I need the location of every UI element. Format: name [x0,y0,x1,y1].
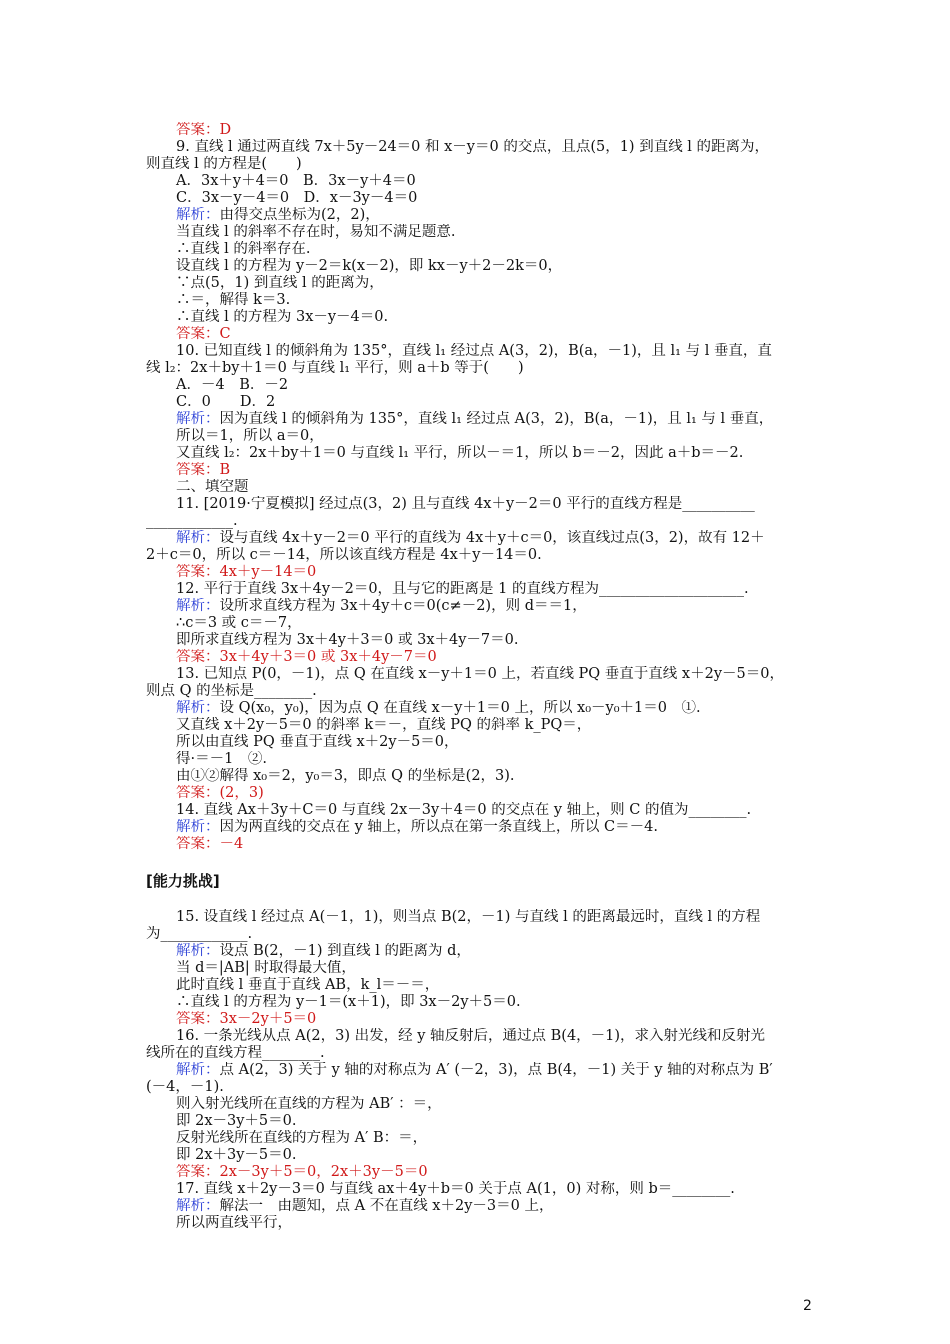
text-line: 由①②解得 x₀＝2，y₀＝3，即点 Q 的坐标是(2，3). [176,768,515,784]
section-gap [146,891,812,909]
answer-line: 答案：(2，3) [176,785,264,801]
analysis-line [146,530,812,547]
analysis-text: 设 Q(x₀，y₀)，因为点 Q 在直线 x－y＋1＝0 上，所以 x₀－y₀＋1＝0 ①. [219,700,701,716]
text-line: 又直线 l₂：2x＋by＋1＝0 与直线 l₁ 平行，所以－＝1，所以 b＝－2，因此 a＋b＝－2. [176,445,744,461]
analysis-line [146,1062,812,1079]
analysis-label: 解析： [176,207,220,223]
text-line: 则点 Q 的坐标是________. [146,683,317,699]
text-line: 17. 直线 x＋2y－3＝0 与直线 ax＋4y＋b＝0 关于点 A(1，0) 对称，则 b＝________. [176,1181,735,1197]
text-line: 则直线 l 的方程是( ) [146,156,302,172]
text-line: 10. 已知直线 l 的倾斜角为 135°，直线 l₁ 经过点 A(3，2)，B(a，－1)，且 l₁ 与 l 垂直，直 [176,343,772,359]
text-line: 即 2x－3y＋5＝0. [176,1113,297,1129]
text-line: 线 l₂：2x＋by＋1＝0 与直线 l₁ 平行，则 a＋b 等于( ) [146,360,524,376]
analysis-label: 解析： [176,530,220,546]
text-line: ∵点(5，1) 到直线 l 的距离为， [176,275,384,291]
text-line: 即 2x＋3y－5＝0. [176,1147,297,1163]
analysis-line [146,943,812,960]
text-line: 所以两直线平行， [176,1215,292,1231]
analysis-text: 设点 B(2，－1) 到直线 l 的距离为 d， [219,943,471,959]
section-gap [146,853,812,871]
text-line: 12. 平行于直线 3x＋4y－2＝0，且与它的距离是 1 的直线方程为____________________. [176,581,749,597]
analysis-label: 解析： [176,819,220,835]
analysis-text: 设所求直线方程为 3x＋4y＋c＝0(c≠－2)，则 d＝＝1， [219,598,587,614]
analysis-label: 解析： [176,943,220,959]
answer-line: 答案：2x－3y＋5＝0，2x＋3y－5＝0 [176,1164,428,1180]
text-line: 为____________. [146,926,253,942]
text-line: 11. [2019·宁夏模拟] 经过点(3，2) 且与直线 4x＋y－2＝0 平行的直线方程是__________ [176,496,755,512]
analysis-text: 点 A(2，3) 关于 y 轴的对称点为 A′ (－2，3)，点 B(4，－1) 关于 y 轴的对称点为 B′ [219,1062,773,1078]
text-line: A．－4 B．－2 [176,377,289,393]
page-content [146,122,812,1232]
text-line: 反射光线所在直线的方程为 A′ B：＝， [176,1130,428,1146]
text-line: 2＋c＝0，所以 c＝－14，所以该直线方程是 4x＋y－14＝0. [146,547,542,563]
text-line: 又直线 x＋2y－5＝0 的斜率 k＝－，直线 PQ 的斜率 k_PQ＝， [176,717,592,733]
text-line: 得·＝－1 ②. [176,751,267,767]
answer-line: 答案：3x－2y＋5＝0 [176,1011,317,1027]
text-line: ∴直线 l 的方程为 y－1＝(x＋1)，即 3x－2y＋5＝0. [176,994,521,1010]
text-line: 设直线 l 的方程为 y－2＝k(x－2)，即 kx－y＋2－2k＝0， [176,258,563,274]
answer-line: 答案：C [176,326,231,342]
analysis-line [146,411,812,428]
text-line: ∴＝，解得 k＝3. [176,292,291,308]
analysis-text: 因为两直线的交点在 y 轴上，所以点在第一条直线上，所以 C＝－4. [219,819,658,835]
solutions-block-1 [146,122,812,853]
text-line: 所以＝1，所以 a＝0， [176,428,324,444]
answer-line: 答案：3x＋4y＋3＝0 或 3x＋4y－7＝0 [176,649,437,665]
text-line: 当直线 l 的斜率不存在时，易知不满足题意. [176,224,456,240]
text-line: 则入射光线所在直线的方程为 AB′ ：＝， [176,1096,442,1112]
text-line: 15. 设直线 l 经过点 A(－1，1)，则当点 B(2，－1) 与直线 l 的距离最远时，直线 l 的方程 [176,909,761,925]
section-heading: [能力挑战] [146,872,220,890]
text-line: C．0 D．2 [176,394,276,410]
text-line: (－4，－1). [146,1079,224,1095]
analysis-text: 由得交点坐标为(2，2)， [219,207,380,223]
text-line: 二、填空题 [176,479,249,495]
analysis-text: 解法一 由题知，点 A 不在直线 x＋2y－3＝0 上， [219,1198,554,1214]
analysis-line [146,1198,812,1215]
text-line: 线所在的直线方程________. [146,1045,325,1061]
text-line: 此时直线 l 垂直于直线 AB，k_l＝－＝， [176,977,440,993]
analysis-label: 解析： [176,700,220,716]
solutions-block-2 [146,909,812,1232]
analysis-line [146,207,812,224]
answer-line: 答案：B [176,462,231,478]
analysis-label: 解析： [176,411,220,427]
text-line: ____________. [146,513,238,529]
text-line: 14. 直线 Ax＋3y＋C＝0 与直线 2x－3y＋4＝0 的交点在 y 轴上，则 C 的值为________. [176,802,752,818]
analysis-line [146,819,812,836]
answer-line: 答案：4x＋y－14＝0 [176,564,317,580]
text-line: 即所求直线方程为 3x＋4y＋3＝0 或 3x＋4y－7＝0. [176,632,519,648]
analysis-text: 因为直线 l 的倾斜角为 135°，直线 l₁ 经过点 A(3，2)，B(a，－1)，且 l₁ 与 l 垂直， [219,411,774,427]
text-line: 9. 直线 l 通过两直线 7x＋5y－24＝0 和 x－y＝0 的交点，且点(5，1) 到直线 l 的距离为， [176,139,770,155]
analysis-line [146,598,812,615]
text-line: ∴c＝3 或 c＝－7， [176,615,302,631]
analysis-line [146,700,812,717]
text-line: A．3x＋y＋4＝0 B．3x－y＋4＝0 [176,173,416,189]
analysis-label: 解析： [176,1198,220,1214]
answer-line: 答案：D [176,122,232,138]
analysis-label: 解析： [176,598,220,614]
page-number: 2 [803,1298,812,1314]
text-line: 13. 已知点 P(0，－1)，点 Q 在直线 x－y＋1＝0 上，若直线 PQ 垂直于直线 x＋2y－5＝0， [176,666,784,682]
text-line: 所以由直线 PQ 垂直于直线 x＋2y－5＝0， [176,734,459,750]
text-line: 16. 一条光线从点 A(2，3) 出发，经 y 轴反射后，通过点 B(4，－1)，求入射光线和反射光 [176,1028,766,1044]
analysis-label: 解析： [176,1062,220,1078]
analysis-text: 设与直线 4x＋y－2＝0 平行的直线为 4x＋y＋c＝0，该直线过点(3，2)，故有 12＋ [219,530,765,546]
answer-line: 答案：－4 [176,836,244,852]
text-line: 当 d＝|AB| 时取得最大值， [176,960,356,976]
text-line: ∴直线 l 的斜率存在. [176,241,311,257]
text-line: C．3x－y－4＝0 D．x－3y－4＝0 [176,190,418,206]
text-line: ∴直线 l 的方程为 3x－y－4＝0. [176,309,389,325]
